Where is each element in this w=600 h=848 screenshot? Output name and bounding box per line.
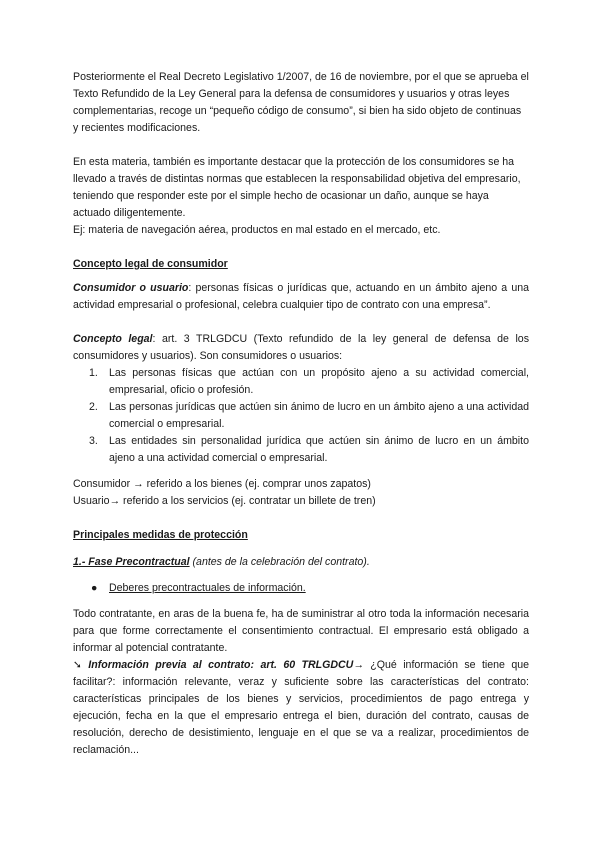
term-concepto-legal: Concepto legal <box>73 333 153 345</box>
fase-precontractual <box>73 554 529 571</box>
paragraph-ejemplo: Ej: materia de navegación aérea, productos en mal estado en el mercado, etc. <box>73 224 441 236</box>
bullet-deberes <box>73 580 529 597</box>
paragraph-intro: Posteriormente el Real Decreto Legislativo 1/2007, de 16 de noviembre, por el que se aprueba el Texto Refundido de la Ley General para la defensa de consumidores y usuarios y otras leyes complementarias, recoge un “pequeño código de consumo”, si bien ha sido objeto de continuas y recientes modificaciones. <box>73 71 529 134</box>
bullet-deberes-text: Deberes precontractuales de información. <box>109 582 306 594</box>
info-text: → ¿Qué información se tiene que facilitar?: información relevante, veraz y suficiente sobre las características del contrato: características principales de los bienes y servicios, procedimientos de pago entrega y ejecución, fecha en la que el empresario entrega el bien, duración del contrato, causas de resolución, derecho de desistimiento, lenguaje en el que se va a realizar, procedimientos de reclamación... <box>73 659 529 756</box>
paragraph-info-previa <box>73 657 529 759</box>
heading-concepto-legal: Concepto legal de consumidor <box>73 258 228 270</box>
bullet-icon: ● <box>91 582 98 594</box>
list-item: 1. Las personas físicas que actúan con un propósito ajeno a su actividad comercial, empresarial, oficio o profesión. <box>89 367 529 396</box>
consumer-list <box>73 365 529 467</box>
arrow-icon: ➘ <box>73 659 89 671</box>
consumidor-line: Consumidor → referido a los bienes (ej. comprar unos zapatos) <box>73 478 371 490</box>
term-consumidor: Consumidor o usuario <box>73 282 189 294</box>
fase-title: 1.- Fase Precontractual <box>73 556 190 568</box>
fase-note: (antes de la celebración del contrato). <box>189 556 370 568</box>
paragraph-responsabilidad: En esta materia, también es importante destacar que la protección de los consumidores se ha llevado a través de distintas normas que establecen la responsabilidad objetiva del empresario, teniendo que responder este por el simple hecho de ocasionar un daño, aunque se haya actuado diligentemente. <box>73 156 521 219</box>
heading-medidas-proteccion: Principales medidas de protección <box>73 529 248 541</box>
definition-concepto-legal-text: : art. 3 TRLGDCU (Texto refundido de la ley general de defensa de los consumidores y usuarios). Son consumidores o usuarios: <box>73 333 529 362</box>
definition-concepto-legal <box>73 331 529 365</box>
definition-consumidor <box>73 280 529 314</box>
usuario-line: Usuario→ referido a los servicios (ej. contratar un billete de tren) <box>73 495 376 507</box>
definition-consumidor-text: : personas físicas o jurídicas que, actuando en un ámbito ajeno a una actividad empresarial o profesional, celebra cualquier tipo de contrato con una empresa”. <box>73 282 530 311</box>
info-title: Información previa al contrato: art. 60 TRLGDCU <box>88 659 354 671</box>
list-item: 2. Las personas jurídicas que actúen sin ánimo de lucro en un ámbito ajeno a una actividad comercial o empresarial. <box>89 401 529 430</box>
paragraph-buena-fe: Todo contratante, en aras de la buena fe, ha de suministrar al otro toda la información necesaria para que forme correctamente el consentimiento contractual. El empresario está obligado a informar al potencial contratante. <box>73 608 529 654</box>
list-item: 3. Las entidades sin personalidad jurídica que actúen sin ánimo de lucro en un ámbito ajeno a una actividad comercial o empresarial. <box>89 435 529 464</box>
